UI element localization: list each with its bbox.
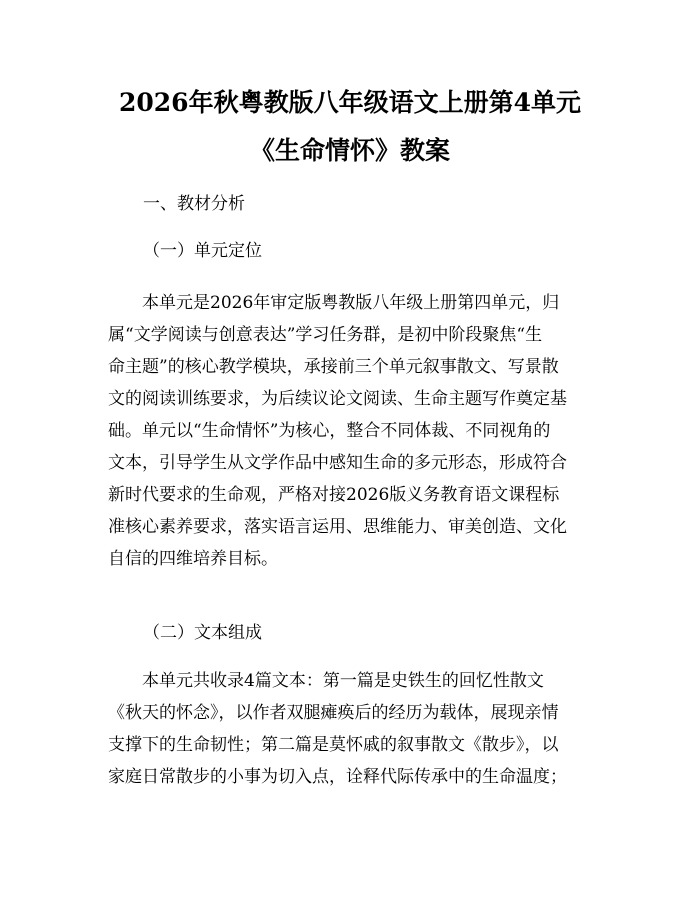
paragraph-line: 命主题”的核心教学模块，承接前三个单元叙事散文、写景散: [108, 357, 559, 377]
paragraph-line: 家庭日常散步的小事为切入点，诠释代际传承中的生命温度；: [108, 767, 567, 787]
paragraph-line: 文的阅读训练要求，为后续议论文阅读、生命主题写作奠定基: [108, 389, 567, 409]
section-heading-textbook-analysis: 一、教材分析: [143, 194, 245, 214]
document-title-line-2: 《生命情怀》教案: [249, 136, 450, 165]
paragraph-line: 本单元是2026年审定版粤教版八年级上册第四单元，归: [108, 293, 560, 313]
paragraph-line: 本单元共收录4篇文本：第一篇是史铁生的回忆性散文: [108, 671, 544, 691]
paragraph-line: 自信的四维培养目标。: [108, 549, 278, 569]
document-title-line-1: 2026年秋粤教版八年级语文上册第4单元: [119, 88, 581, 117]
paragraph-line: 文本，引导学生从文学作品中感知生命的多元形态，形成符合: [108, 453, 567, 473]
paragraph-line: 支撑下的生命韧性；第二篇是莫怀戚的叙事散文《散步》，以: [108, 735, 559, 755]
paragraph-text-composition: [108, 665, 608, 793]
paragraph-line: 新时代要求的生命观，严格对接2026版义务教育语文课程标: [108, 485, 560, 505]
paragraph-line: 础。单元以“生命情怀”为核心，整合不同体裁、不同视角的: [108, 421, 551, 441]
paragraph-line: 《秋天的怀念》，以作者双腿瘫痪后的经历为载体，展现亲情: [108, 703, 559, 723]
paragraph-line: 准核心素养要求，落实语言运用、思维能力、审美创造、文化: [108, 517, 567, 537]
paragraph-line: 属“文学阅读与创意表达”学习任务群，是初中阶段聚焦“生: [108, 325, 543, 345]
paragraph-unit-positioning: [108, 287, 608, 575]
subsection-heading-text-composition: （二）文本组成: [143, 623, 262, 643]
subsection-heading-unit-positioning: （一）单元定位: [143, 241, 262, 261]
